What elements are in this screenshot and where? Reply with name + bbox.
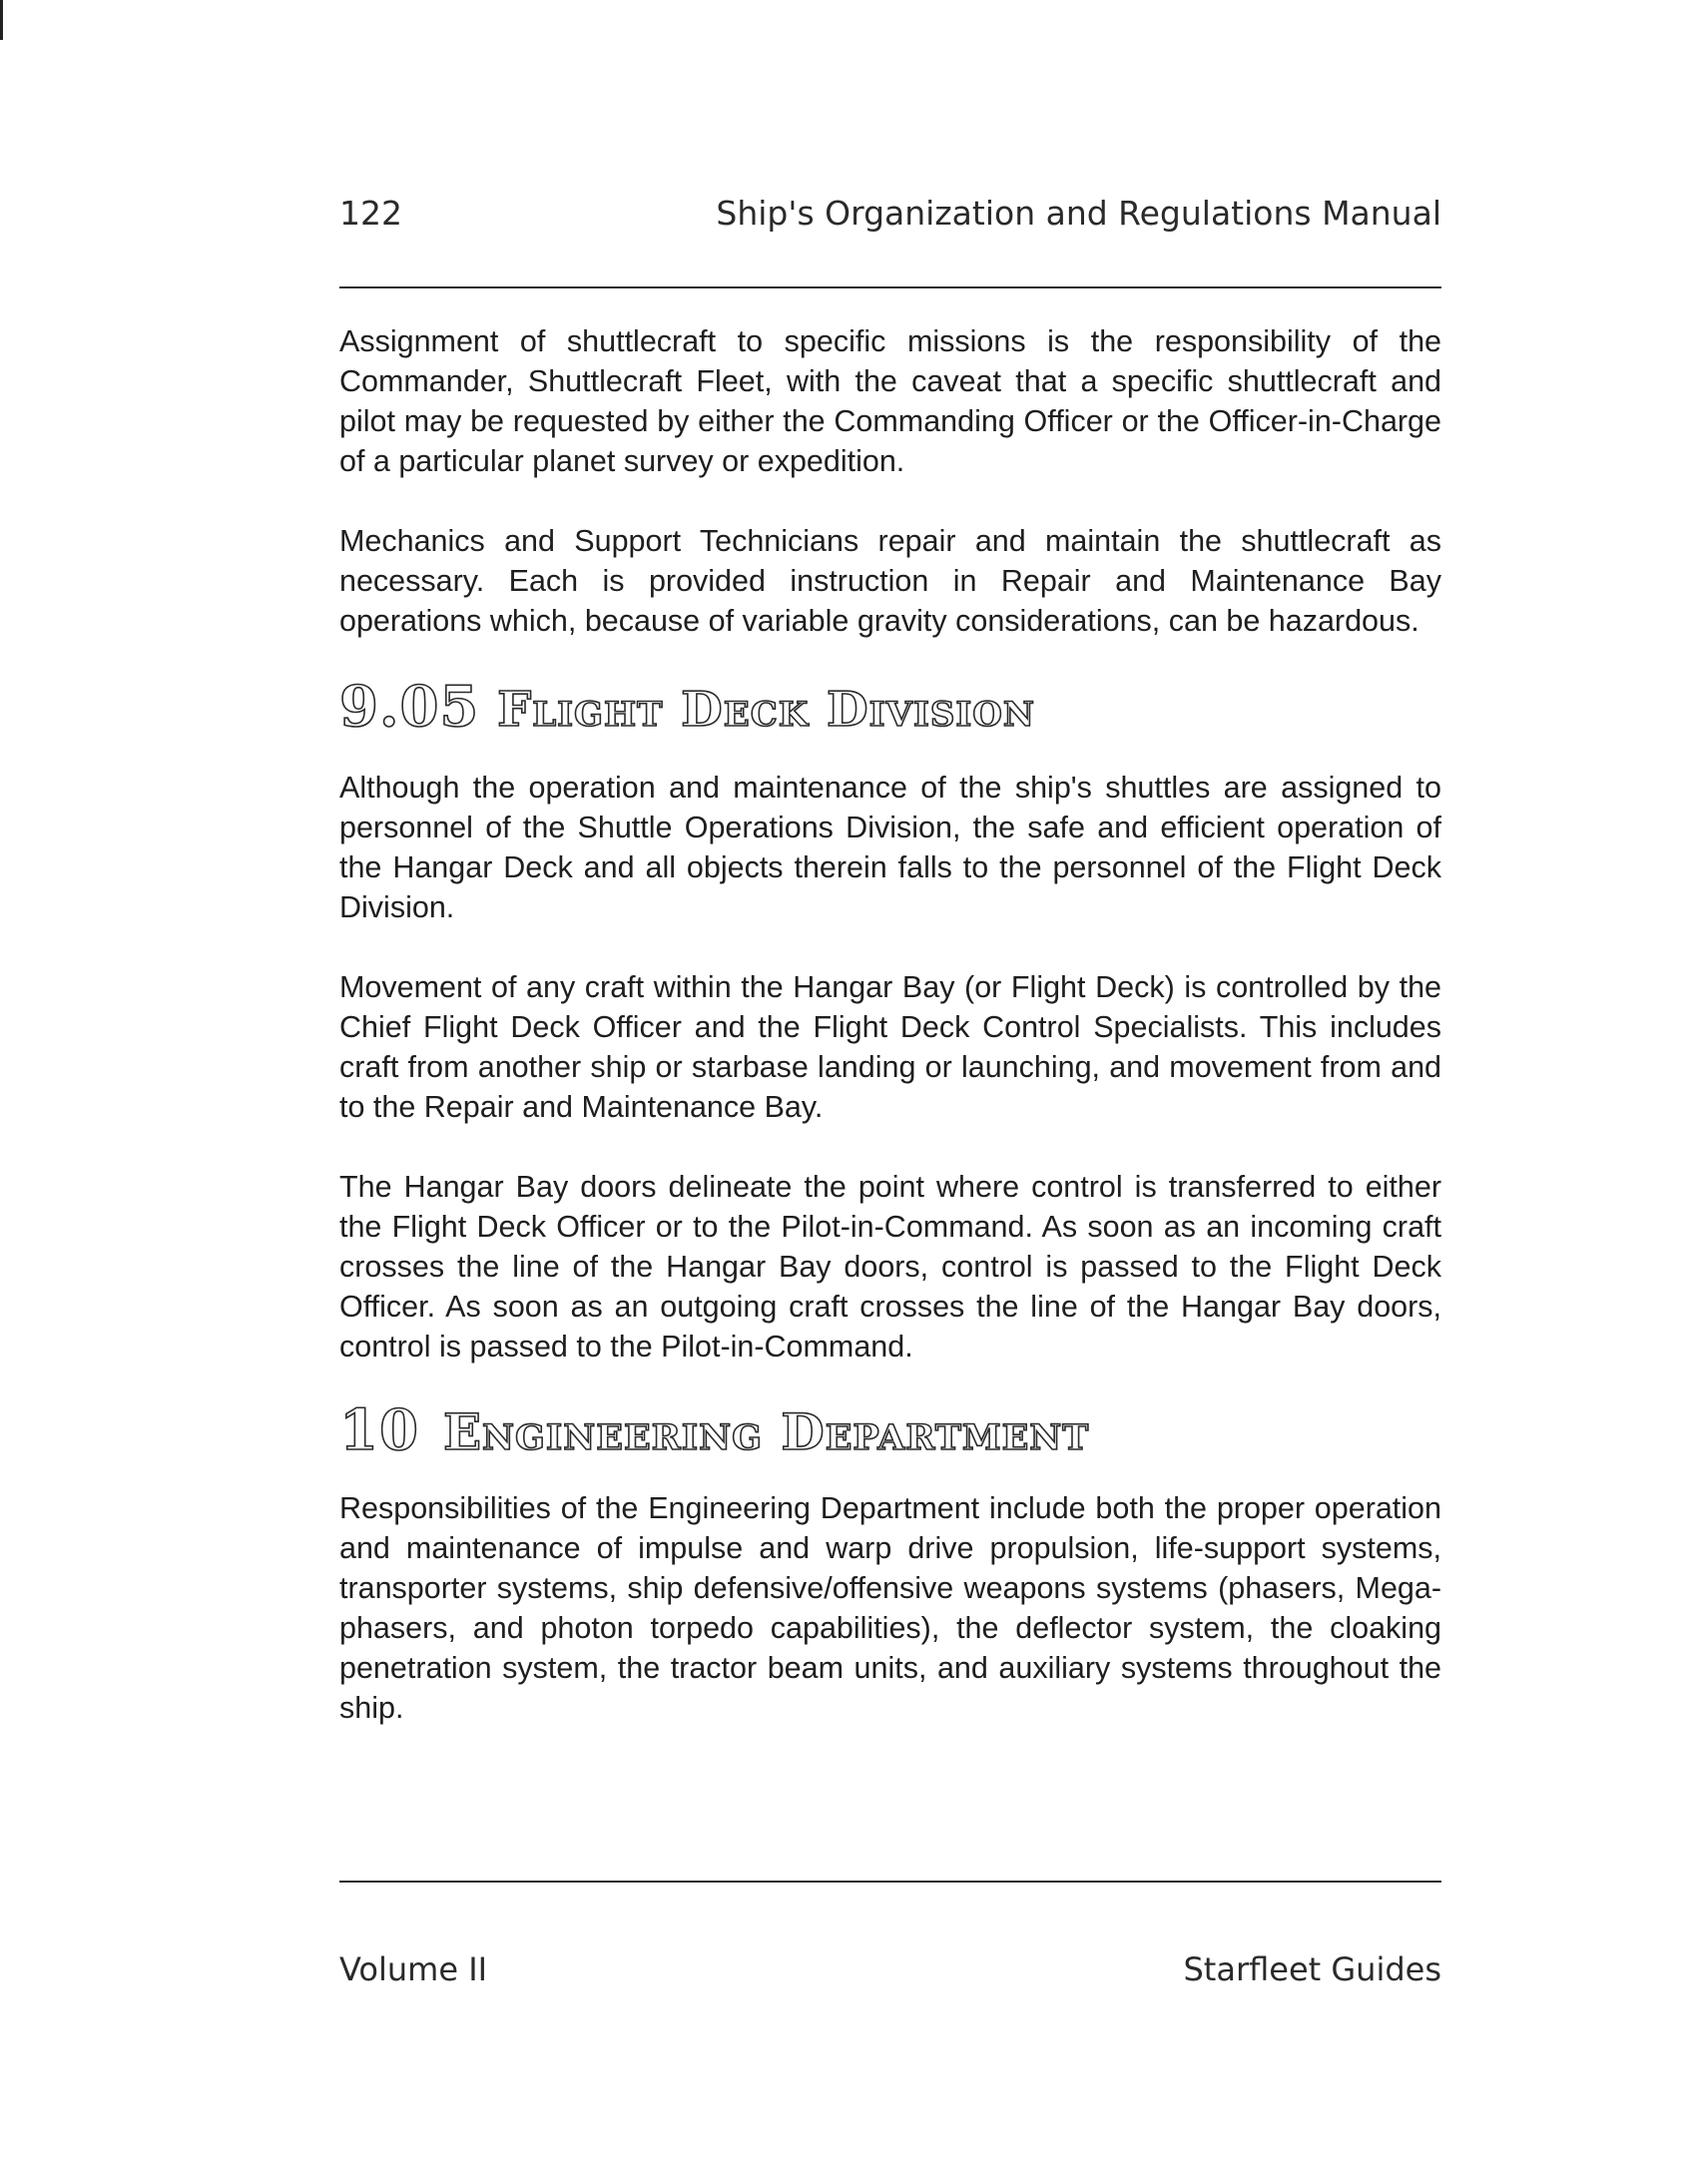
- volume-label: Volume II: [339, 1950, 488, 1988]
- section-heading-engineering-department: [339, 1397, 1441, 1463]
- page-footer: [339, 1950, 1441, 2000]
- body-paragraph-flight-deck-3: The Hangar Bay doors delineate the point where control is transferred to either the Flight Deck Officer or to the Pilot-in-Command. As soon as an incoming craft crosses the line of the Hangar Bay doors, control is passed to the Flight Deck Officer. As soon as an outgoing craft crosses the line of the Hangar Bay doors, control is passed to the Pilot-in-Command.: [339, 1170, 1441, 1364]
- section-heading-flight-deck-division: [339, 674, 1441, 740]
- body-paragraph-flight-deck-1: Although the operation and maintenance of the ship's shuttles are assigned to personnel of the Shuttle Operations Division, the safe and efficient operation of the Hangar Deck and all objects therein falls to the personnel of the Flight Deck Division.: [339, 771, 1441, 924]
- body-paragraph-engineering: Responsibilities of the Engineering Department include both the proper operation and maintenance of impulse and warp drive propulsion, life-support systems, transporter systems, ship defensive/offensive weapons systems (phasers, Mega-phasers, and photon torpedo capabilities), the deflector system, the cloaking penetration system, the tractor beam units, and auxiliary systems throughout the ship.: [339, 1491, 1441, 1725]
- running-title: Ship's Organization and Regulations Manual: [716, 194, 1441, 233]
- body-paragraph-flight-deck-2: Movement of any craft within the Hangar Bay (or Flight Deck) is controlled by the Chief Flight Deck Officer and the Flight Deck Control Specialists. This includes craft from another ship or starbase landing or launching, and movement from and to the Repair and Maintenance Bay.: [339, 970, 1441, 1124]
- header-divider: [339, 286, 1441, 288]
- page-body: [339, 321, 1441, 1728]
- section-number: 9.05: [339, 674, 480, 740]
- footer-divider: [339, 1881, 1441, 1883]
- scan-margin-mark: [0, 0, 3, 40]
- page-number: 122: [339, 194, 402, 233]
- section-title: Engineering Department: [442, 1402, 1090, 1461]
- section-title: Flight Deck Division: [497, 682, 1035, 738]
- body-paragraph-mechanics: Mechanics and Support Technicians repair and maintain the shuttlecraft as necessary. Each is provided instruction in Repair and Maintenance Bay operations which, because of variable gravity considerations, can be hazardous.: [339, 524, 1441, 638]
- section-number: 10: [339, 1397, 419, 1463]
- page-header: [339, 194, 1441, 244]
- body-paragraph-shuttle-assignment: Assignment of shuttlecraft to specific missions is the responsibility of the Commander, Shuttlecraft Fleet, with the caveat that a specific shuttlecraft and pilot may be requested by either the Commanding Officer or the Officer-in-Charge of a particular planet survey or expedition.: [339, 324, 1441, 478]
- publisher-label: Starfleet Guides: [1183, 1950, 1441, 1988]
